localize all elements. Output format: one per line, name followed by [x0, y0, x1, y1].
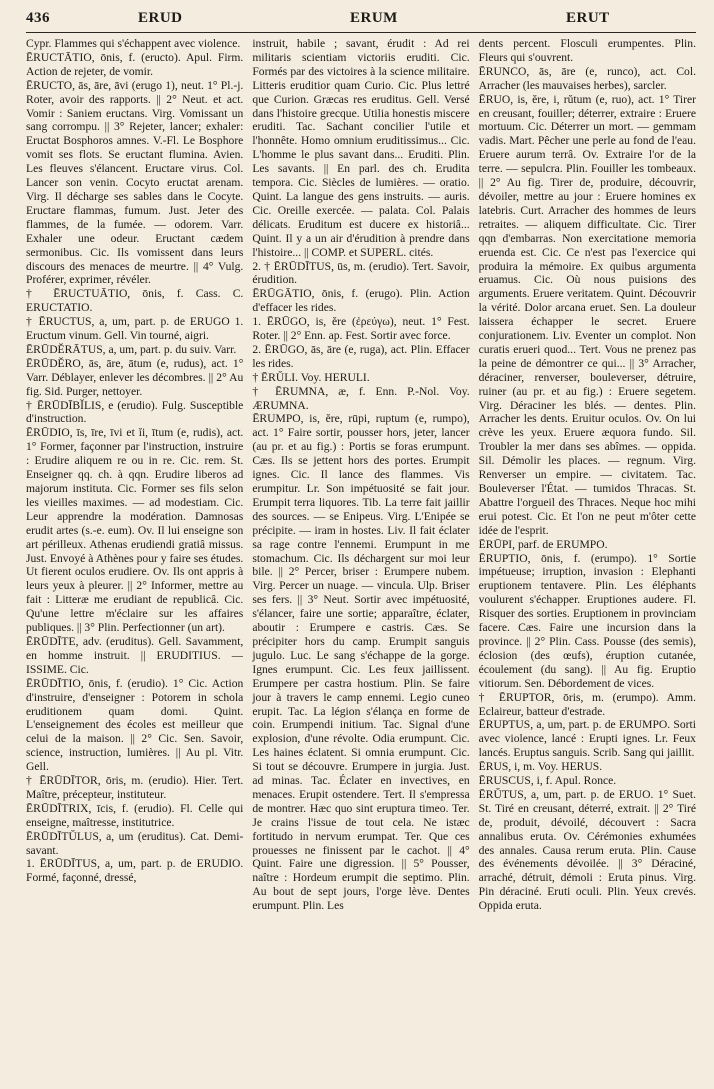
dictionary-entry: ĒRŪDĪTE, adv. (eruditus). Gell. Savamment, en homme instruit. || ERUDITIUS. — ISSIME. Cic. — [26, 634, 244, 676]
running-head-left: ERUD — [138, 10, 183, 26]
dictionary-entry: ĒRŪDĪTŬLUS, a, um (eruditus). Cat. Demi-savant. — [26, 829, 244, 857]
running-head-center: ERUM — [350, 10, 398, 26]
dictionary-entry: 1. ĒRŪGO, is, ĕre (ἐρεύγω), neut. 1° Fest. Roter. || 2° Enn. ap. Fest. Sortir avec force. — [252, 315, 470, 343]
dictionary-entry: ĒRUPTIO, ōnis, f. (erumpo). 1° Sortie impétueuse; irruption, invasion : Elephanti eruptionem tentavere. Plin. Les éléphants voulurent s'échapper. Eruptiones audere. Fl. Risquer des sorties. Eruptionem in provinciam facere. Cæs. Faire une incursion dans la province. || 2° Plin. Cass. Pousse (des semis), éclosion (des œufs), éruption cutanée, écoulement (du sang). || Au fig. Eruptio vitiorum. Sen. Débordement de vices. — [478, 551, 696, 690]
dictionary-entry: ĒRŪDĔRĀTUS, a, um, part. p. du suiv. Varr. — [26, 342, 237, 356]
dictionary-entry: Cypr. Flammes qui s'échappent avec violence. — [26, 37, 241, 50]
dictionary-entry: ĒRUCTĀTIO, ōnis, f. (eructo). Apul. Firm. Action de rejeter, de vomir. — [26, 50, 244, 78]
dictionary-entry: † ĒRŬLI. Voy. HERULI. — [252, 370, 370, 384]
column-right — [479, 37, 696, 1089]
dictionary-entry: ĒRŪGĀTIO, ōnis, f. (erugo). Plin. Action d'effacer les rides. — [252, 287, 470, 315]
dictionary-entry: ĒRŪDĔRO, ās, āre, ātum (e, rudus), act. 1° Varr. Déblayer, enlever les décombres. || 2° Au fig. Sid. Purger, nettoyer. — [26, 356, 244, 398]
dictionary-entry: † ĒRŪDĪTOR, ōris, m. (erudio). Hier. Tert. Maître, précepteur, instituteur. — [26, 774, 244, 801]
dictionary-entry: ĒRUMPO, is, ĕre, rūpi, ruptum (e, rumpo), act. 1° Faire sortir, pousser hors, jeter, lancer (au pr. et au fig.) : Portis se foras erumpunt. Cæs. Ils se jettent hors des portes. Erumpit ignes. Cic. Il lance des flammes. Vis erumpitur. Lr. Son impétuosité se fait jour. Erumpit terra liquores. Tib. La terre fait jaillir des sources. — se Enipeus. Virg. L'Enipée se précipite. — iram in hostes. Liv. Il fait éclater sa rage contre l'ennemi. Erumpunt in me stomachum. Cic. Ils déchargent sur moi leur bile. || 2° Percer, briser : Erumpere nubem. Virg. Percer un nuage. — vincula. Ulp. Briser ses fers. || 3° Neut. Sortir avec impétuosité, s'élancer, faire une sortie; apparaître, éclater, aboutir : Erumpere e castris. Cæs. Se précipiter hors du camp. Erumpit sanguis jugulo. Luc. Le sang s'échappe de la gorge. Ignes erumpunt. Cic. Les feux jaillissent. Erumpere per castra hostium. Plin. Se faire jour à travers le camp ennemi. Legio cuneo erupit. Tac. La légion s'élança en forme de coin. Erumpendi initium. Tac. Signal d'une explosion, d'une révolte. Odia erumpunt. Cic. Les haines éclatent. Si omnia erumpunt. Cic. Si tout se découvre. Erumpere in jurgia. Just. ad minas. Tac. Éclater en invectives, en menaces. Erupit ostendere. Tert. Il s'empressa de montrer. Hæc quo sint eruptura timeo. Ter. Je crains l'issue de tout cela. Ne istæc fortitudo in nervum erumpat. Ter. Que ces prouesses ne finissent par le cachot. || 4° Quint. Faire une digression. || 5° Pousser, naître : Hordeum erumpit die septimo. Plin. Au bout de sept jours, l'orge lève. Dentes erumpunt. Plin. Les — [252, 412, 470, 913]
dictionary-entry: ĒRUNCO, ās, āre (e, runco), act. Col. Arracher (les mauvaises herbes), sarcler. — [478, 64, 696, 92]
dictionary-entry: † ĒRUCTUĀTIO, ōnis, f. Cass. C. ERUCTATIO. — [26, 287, 244, 315]
dictionary-entry: † ĒRUMNA, æ, f. Enn. P.-Nol. Voy. ÆRUMNA. — [252, 384, 470, 412]
page-number: 436 — [26, 10, 50, 26]
running-head-right: ERUT — [566, 10, 610, 26]
dictionary-entry: ĒRŪDIO, īs, īre, īvi et ĭi, ītum (e, rudis), act. 1° Former, façonner par l'instruction, instruire : Erudire aliquem re ou in re. Cic. rem. St. Enseigner qq. ch. à qqn. Erudire liberos ad majorum instituta. Cic. Former ses fils selon les vieilles maximes. — ad modestiam. Cic. Leur apprendre la modération. Damnosas erudit artes (s.-e. eum). Ov. Il lui enseigne son art périlleux. Athenas erudiendi gratiâ missus. Just. Envoyé à Athènes pour y faire ses études. Ut fierent oculos erudiere. Ov. Ils ont appris à leurs yeux à pleurer. || 2° Informer, mettre au fait : Litteræ me erudiant de republicâ. Cic. Qu'une lettre m'éclaire sur les affaires publiques. || 3° Plin. Perfectionner (un art). — [26, 426, 244, 635]
running-header — [26, 6, 696, 33]
dictionary-entry: 2. ĒRŪGO, ās, āre (e, ruga), act. Plin. Effacer les rides. — [252, 342, 470, 370]
dictionary-entry: ĒRUSCUS, i, f. Apul. Ronce. — [478, 774, 617, 788]
dictionary-entry: 2. † ĒRŪDĪTUS, ūs, m. (erudio). Tert. Savoir, érudition. — [252, 259, 470, 287]
dictionary-entry: ĒRUPTUS, a, um, part. p. de ERUMPO. Sorti avec violence, lancé : Erupti ignes. Lr. Feux lancés. Eruptus sanguis. Scrib. Sang qui jaillit. — [478, 718, 696, 760]
dictionary-entry: † ĒRUCTUS, a, um, part. p. de ERUGO 1. Eructum vinum. Gell. Vin tourné, aigri. — [26, 315, 244, 343]
dictionary-entry: ĒRŪPI, parf. de ERUMPO. — [478, 537, 608, 551]
dictionary-entry: dents percent. Flosculi erumpentes. Plin. Fleurs qui s'ouvrent. — [478, 37, 696, 64]
dictionary-entry: ĒRUS, i, m. Voy. HERUS. — [478, 760, 603, 774]
dictionary-entry: † ĒRŪDĪBĬLIS, e (erudio). Fulg. Susceptible d'instruction. — [26, 398, 244, 426]
dictionary-entry: ĒRŪDĪTRIX, īcis, f. (erudio). Fl. Celle qui enseigne, maîtresse, institutrice. — [26, 801, 244, 829]
text-columns — [26, 37, 696, 1089]
dictionary-entry: ĒRŪDĪTIO, ōnis, f. (erudio). 1° Cic. Action d'instruire, d'enseigner : Potorem in schola eruditionem quam domi. Quint. L'enseignement des écoles est meilleur que celui de la maison. || 2° Cic. Sen. Savoir, science, instruction, lumières. || Au pl. Vitr. Gell. — [26, 676, 244, 774]
dictionary-entry: † ĒRUPTOR, ōris, m. (erumpo). Amm. Eclaireur, batteur d'estrade. — [478, 690, 696, 718]
column-middle — [252, 37, 469, 1089]
column-left — [26, 37, 243, 1089]
dictionary-entry: ĒRUO, is, ĕre, i, rŭtum (e, ruo), act. 1° Tirer en creusant, fouiller; déterrer, extraire : Eruere mortuum. Cic. Déterrer un mort. — gemmam vadis. Mart. Pêcher une perle au fond de l'eau. Eruere aurum terrâ. Ov. Extraire l'or de la terre. — sepulcra. Plin. Fouiller les tombeaux. || 2° Au fig. Tirer de, produire, découvrir, dévoiler, mettre au jour : Eruere homines ex latebris. Curt. Arracher des hommes de leurs retraites. — aliquem difficultate. Cic. Tirer qqn d'embarras. Non exercitatione memoria eruenda est. Cic. Ce n'est pas l'exercice qui produira la mémoire. Ex quibus argumenta eruamus. Cic. Où nous puisions des arguments. Eruere veritatem. Quint. Découvrir la vérité. Dolor arcana eruet. Sen. La douleur laissera échapper le secret. Eruere conjurationem. Liv. Eventer un complot. Non curatis erueri quod... Tert. Vous ne prenez pas la peine de démontrer ce qui... || 3° Arracher, déraciner, renverser, bouleverser, détruire, ruiner (au pr. et au fig.) : Eruere segetem. Virg. Déraciner les blés. — dentes. Plin. Arracher les dents. Eruitur oculos. Ov. On lui crève les yeux. Eruere æquora fundo. Sil. Troubler la mer dans ses abîmes. — oppida. Sil. Démolir les places. — regnum. Virg. Renverser un empire. — civitatem. Tac. Bouleverser l'État. — tumidos Thracas. St. Abattre l'orgueil des Thraces. Neque hoc mihi erui potest. Cic. Et l'on ne peut m'ôter cette idée de l'esprit. — [478, 92, 696, 537]
dictionary-entry: 1. ĒRŪDĪTUS, a, um, part. p. de ERUDIO. Formé, façonné, dressé, — [26, 857, 244, 885]
dictionary-entry: ĒRŬTUS, a, um, part. p. de ERUO. 1° Suet. St. Tiré en creusant, déterré, extrait. || 2° Tiré de, produit, dévoilé, découvert : Sacra annalibus eruta. Ov. Cérémonies exhumées des annales. Causa rerum eruta. Plin. Cause des événements dévoilée. || 3° Déraciné, arraché, détruit, démoli : Eruta pinus. Virg. Pin déraciné. Eruti oculi. Plin. Yeux crevés. Oppida eruta. — [478, 787, 696, 913]
dictionary-entry: ĒRUCTO, ās, āre, āvi (erugo 1), neut. 1° Pl.-j. Roter, avoir des rapports. || 2° Neut. et act. Vomir : Saniem eructans. Virg. Vomissant un sang corrompu. || 3° Rejeter, lancer; exhaler: Eructat Bosphoros amnes. V.-Fl. Le Bosphore vomit ses flots. Se eructant flumina. Avien. Les fleuves s'élancent. Eructare virus. Col. Lancer son venin. Cocyto eructat arenam. Virg. Il décharge ses sables dans le Cocyte. Eructare flammas, fumum. Just. Jeter des flammes, de la fumée. — odorem. Varr. Exhaler une odeur. Eructant cædem sermonibus. Cic. Ils vomissent dans leurs discours des menaces de meurtre. || 4° Vulg. Proférer, exprimer, révéler. — [26, 78, 244, 287]
dictionary-entry: instruit, habile ; savant, érudit : Ad rei militaris scientiam victoriis eruditi. Cic. Formés par des victoires à la science militaire. Litteris eruditior quam Curio. Cic. Plus lettré que Curion. Græcas res eruditus. Gell. Versé dans l'histoire grecque. Utilia honestis miscere eruditi. Tac. Sachant concilier l'utile et l'honnête. Homo omnium eruditissimus... Cic. L'homme le plus savant dans... Eruditi. Plin. Les savants. || En parl. des ch. Erudita tempora. Cic. Siècles de lumières. — oratio. Quint. La langue des gens instruits. — auris. Cic. Oreille exercée. — palata. Col. Palais délicats. Eruditum est ducere ex historiâ... Quint. Il y a un air d'érudition à prendre dans l'histoire... || COMP. et SUPERL. cités. — [252, 37, 470, 259]
